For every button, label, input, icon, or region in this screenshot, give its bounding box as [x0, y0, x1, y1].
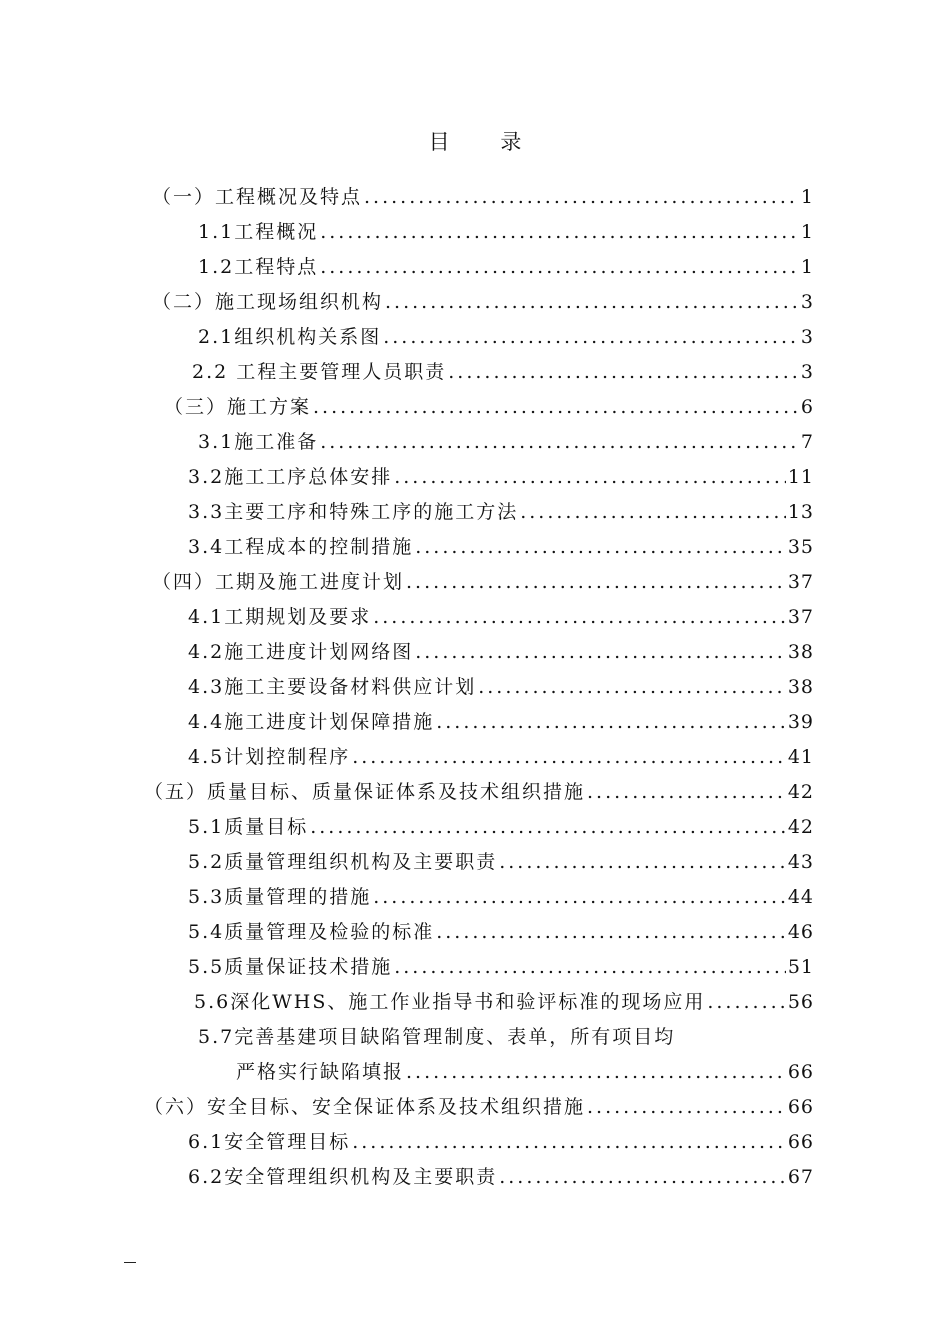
- toc-entry-label: 4.3施工主要设备材料供应计划: [188, 676, 477, 698]
- toc-entry-label: 3.2施工工序总体安排: [188, 466, 393, 488]
- toc-entry[interactable]: [188, 705, 814, 740]
- toc-leader-dots: [478, 670, 786, 705]
- toc-entry-label: 6.2安全管理组织机构及主要职责: [188, 1166, 498, 1188]
- toc-entry[interactable]: [188, 460, 814, 495]
- toc-entry[interactable]: [164, 390, 814, 425]
- toc-leader-dots: [448, 355, 799, 390]
- toc-leader-dots: [364, 180, 799, 215]
- toc-leader-dots: [385, 285, 799, 320]
- toc-entry-page: 41: [787, 746, 814, 768]
- toc-entry[interactable]: [188, 495, 814, 530]
- toc-entry-page: 66: [787, 1131, 814, 1153]
- toc-entry-page: 67: [787, 1166, 814, 1188]
- toc-leader-dots: [373, 600, 786, 635]
- toc-entry[interactable]: [188, 1160, 814, 1195]
- toc-entry[interactable]: [188, 635, 814, 670]
- toc-leader-dots: [436, 915, 786, 950]
- toc-entry-label: （三）施工方案: [164, 396, 312, 418]
- toc-entry-label: 5.6深化WHS、施工作业指导书和验评标准的现场应用: [194, 991, 706, 1013]
- toc-entry-label: （六）安全目标、安全保证体系及技术组织措施: [144, 1096, 586, 1118]
- toc-leader-dots: [320, 250, 799, 285]
- toc-entry-label: 5.3质量管理的措施: [188, 886, 372, 908]
- toc-entry-label: 3.4工程成本的控制措施: [188, 536, 414, 558]
- toc-leader-dots: [383, 320, 799, 355]
- toc-leader-dots: [373, 880, 786, 915]
- toc-entry[interactable]: [188, 740, 814, 775]
- toc-entry-label: 3.3主要工序和特殊工序的施工方法: [188, 501, 519, 523]
- toc-leader-dots: [320, 215, 799, 250]
- toc-entry-label: （五）质量目标、质量保证体系及技术组织措施: [144, 781, 586, 803]
- toc-entry-label: 5.1质量目标: [188, 816, 309, 838]
- toc-leader-dots: [310, 810, 786, 845]
- toc-entry-page: 42: [787, 781, 814, 803]
- toc-entry-label: 4.4施工进度计划保障措施: [188, 711, 435, 733]
- toc-leader-dots: [499, 1160, 786, 1195]
- toc-entry-page: 11: [787, 466, 814, 488]
- toc-leader-dots: [587, 775, 786, 810]
- toc-entry-page: 3: [800, 291, 814, 313]
- toc-leader-dots: [587, 1090, 786, 1125]
- toc-entry-page: 35: [787, 536, 814, 558]
- toc-entry-page: 43: [787, 851, 814, 873]
- toc-entry-page: 6: [800, 396, 814, 418]
- toc-entry-label: 5.2质量管理组织机构及主要职责: [188, 851, 498, 873]
- toc-entry[interactable]: [198, 250, 814, 285]
- toc-entry-page: 37: [787, 606, 814, 628]
- footer-mark: [124, 1262, 136, 1263]
- toc-entry[interactable]: [188, 915, 814, 950]
- toc-entry-label: （一）工程概况及特点: [152, 186, 363, 208]
- toc-entry-label: 5.4质量管理及检验的标准: [188, 921, 435, 943]
- toc-entry[interactable]: [198, 215, 814, 250]
- toc-entry-label: 4.5计划控制程序: [188, 746, 351, 768]
- toc-leader-dots: [352, 1125, 786, 1160]
- toc-entry-page: 66: [787, 1096, 814, 1118]
- toc-entry[interactable]: [198, 320, 814, 355]
- toc-leader-dots: [415, 530, 786, 565]
- toc-entry-page: 51: [787, 956, 814, 978]
- toc-entry-label: 6.1安全管理目标: [188, 1131, 351, 1153]
- toc-entry-page: 39: [787, 711, 814, 733]
- toc-entry-page: 37: [787, 571, 814, 593]
- toc-entry[interactable]: [236, 1055, 814, 1090]
- toc-leader-dots: [499, 845, 786, 880]
- toc-entry-page: 1: [800, 186, 814, 208]
- toc-entry-page: 13: [787, 501, 814, 523]
- toc-entry[interactable]: [152, 180, 814, 215]
- toc-entry-label: 5.7完善基建项目缺陷管理制度、表单，所有项目均: [198, 1026, 676, 1048]
- toc-entry[interactable]: [188, 845, 814, 880]
- toc-leader-dots: [352, 740, 786, 775]
- toc-leader-dots: [406, 1055, 786, 1090]
- toc-leader-dots: [415, 635, 786, 670]
- toc-title: 目 录: [428, 130, 544, 154]
- toc-entry-page: 1: [800, 256, 814, 278]
- toc-entry[interactable]: [152, 285, 814, 320]
- toc-entry-page: 38: [787, 641, 814, 663]
- toc-entry-page: 66: [787, 1061, 814, 1083]
- toc-entry-page: 38: [787, 676, 814, 698]
- toc-entry[interactable]: [188, 670, 814, 705]
- toc-leader-dots: [406, 565, 786, 600]
- toc-entry-label: 1.2工程特点: [198, 256, 319, 278]
- toc-entry-label: （四）工期及施工进度计划: [152, 571, 405, 593]
- toc-leader-dots: [436, 705, 786, 740]
- toc-entry-page: 1: [800, 221, 814, 243]
- toc-entry[interactable]: [152, 565, 814, 600]
- toc-entry-label: 4.2施工进度计划网络图: [188, 641, 414, 663]
- toc-leader-dots: [394, 950, 786, 985]
- toc-leader-dots: [520, 495, 786, 530]
- toc-entry[interactable]: [188, 810, 814, 845]
- toc-entry-label: 5.5质量保证技术措施: [188, 956, 393, 978]
- toc-entry-label: 1.1工程概况: [198, 221, 319, 243]
- toc-entry[interactable]: [198, 1020, 814, 1055]
- toc-entry-page: 7: [800, 431, 814, 453]
- toc-entry[interactable]: [188, 1125, 814, 1160]
- toc-entry[interactable]: [188, 880, 814, 915]
- toc-entry-label: 4.1工期规划及要求: [188, 606, 372, 628]
- toc-entry-page: 56: [787, 991, 814, 1013]
- toc-entry-page: 3: [800, 326, 814, 348]
- toc-entry-label: 2.1组织机构关系图: [198, 326, 382, 348]
- toc-leader-dots: [394, 460, 786, 495]
- toc-entry[interactable]: [188, 600, 814, 635]
- toc-entry[interactable]: [188, 950, 814, 985]
- toc-entry[interactable]: [192, 355, 814, 390]
- toc-entry-label: 严格实行缺陷填报: [236, 1061, 405, 1083]
- toc-entry[interactable]: [198, 425, 814, 460]
- toc-entry-page: 44: [787, 886, 814, 908]
- toc-entry-page: 46: [787, 921, 814, 943]
- toc-entry-label: 3.1施工准备: [198, 431, 319, 453]
- toc-entry-page: 42: [787, 816, 814, 838]
- toc-entry[interactable]: [144, 1090, 814, 1125]
- toc-leader-dots: [707, 985, 785, 1020]
- toc-entry-label: （二）施工现场组织机构: [152, 291, 384, 313]
- toc-entry[interactable]: [144, 775, 814, 810]
- toc-entry[interactable]: [188, 530, 814, 565]
- toc-entry[interactable]: [194, 985, 814, 1020]
- toc-entry-page: 3: [800, 361, 814, 383]
- toc-entry-label: 2.2 工程主要管理人员职责: [192, 361, 447, 383]
- toc-leader-dots: [320, 425, 799, 460]
- toc-leader-dots: [313, 390, 799, 425]
